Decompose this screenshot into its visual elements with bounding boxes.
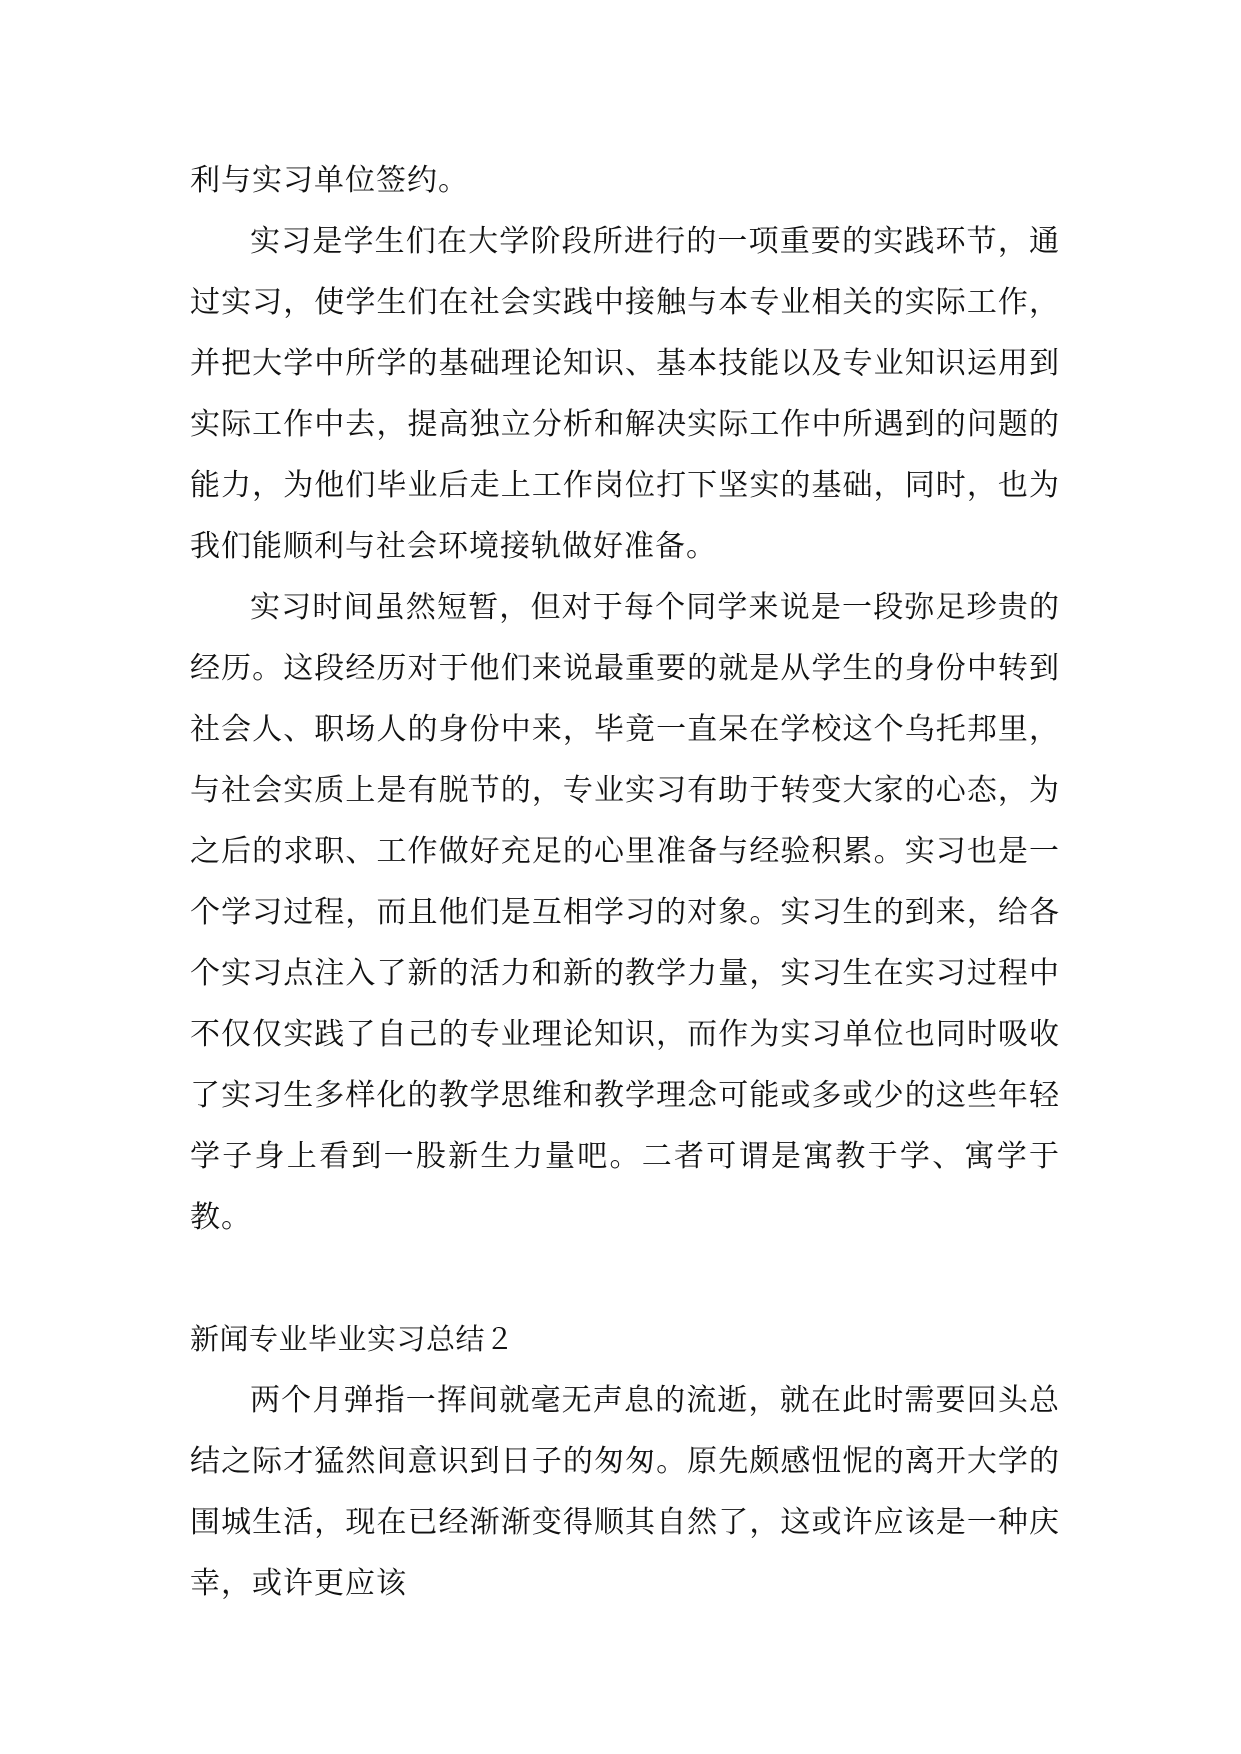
paragraph-summary-intro: 两个月弹指一挥间就毫无声息的流逝，就在此时需要回头总结之际才猛然间意识到日子的匆匆。原先颇感忸怩的离开大学的围城生活，现在已经渐渐变得顺其自然了，这或许应该是一种庆幸，或许更应该 [190,1383,1060,1601]
paragraph-internship-purpose: 实习是学生们在大学阶段所进行的一项重要的实践环节，通过实习，使学生们在社会实践中接触与本专业相关的实际工作，并把大学中所学的基础理论知识、基本技能以及专业知识运用到实际工作中去，提高独立分析和解决实际工作中所遇到的问题的能力，为他们毕业后走上工作岗位打下坚实的基础，同时，也为我们能顺利与社会环境接轨做好准备。 [190,224,1060,564]
paragraph-internship-experience: 实习时间虽然短暂，但对于每个同学来说是一段弥足珍贵的经历。这段经历对于他们来说最重要的就是从学生的身份中转到社会人、职场人的身份中来，毕竟一直呆在学校这个乌托邦里，与社会实质上是有脱节的，专业实习有助于转变大家的心态，为之后的求职、工作做好充足的心里准备与经验积累。实习也是一个学习过程，而且他们是互相学习的对象。实习生的到来，给各个实习点注入了新的活力和新的教学力量，实习生在实习过程中不仅仅实践了自己的专业理论知识，而作为实习单位也同时吸收了实习生多样化的教学思维和教学理念可能或多或少的这些年轻学子身上看到一股新生力量吧。二者可谓是寓教于学、寓学于教。 [190,590,1060,1235]
section-spacer [190,1248,1060,1309]
paragraph-continuation: 利与实习单位签约。 [190,163,469,198]
document-body [190,150,1060,1614]
section-heading: 新闻专业毕业实习总结２ [190,1322,515,1356]
